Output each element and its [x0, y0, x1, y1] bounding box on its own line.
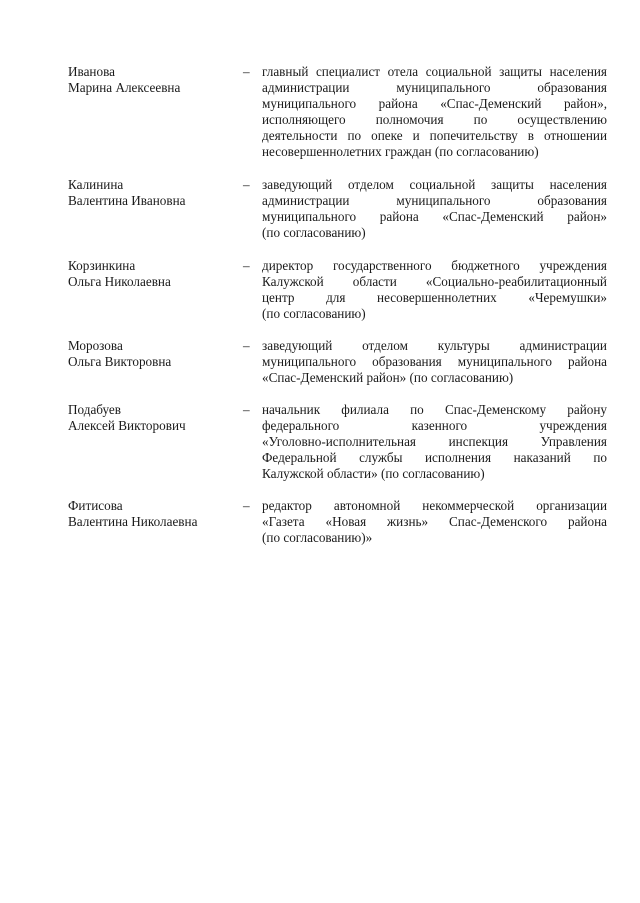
- position-line: начальник филиала по Спас-Деменскому району: [262, 402, 607, 417]
- position-line: исполняющего полномочия по осуществлению: [262, 112, 607, 127]
- member-surname: Калинина: [68, 177, 124, 192]
- member-position: [262, 338, 607, 386]
- member-surname: Подабуев: [68, 402, 122, 417]
- position-line: несовершеннолетних граждан (по согласованию): [262, 144, 539, 159]
- position-line: (по согласованию): [262, 306, 366, 321]
- position-line: (по согласованию)»: [262, 530, 373, 545]
- member-name: [68, 498, 238, 530]
- position-line: Федеральной службы исполнения наказаний по: [262, 450, 607, 465]
- position-line: «Спас-Деменский район» (по согласованию): [262, 370, 514, 385]
- position-line: «Уголовно-исполнительная инспекция Управления: [262, 434, 607, 449]
- member-surname: Морозова: [68, 338, 123, 353]
- position-line: муниципального района «Спас-Деменский район»,: [262, 96, 607, 111]
- member-surname: Иванова: [68, 64, 115, 79]
- member-name: [68, 177, 238, 209]
- member-given-names: Валентина Николаевна: [68, 514, 198, 529]
- position-line: муниципального района «Спас-Деменский район»: [262, 209, 607, 224]
- member-position: [262, 498, 607, 546]
- separator-dash: –: [243, 177, 250, 192]
- position-line: деятельности по опеке и попечительству в отношении: [262, 128, 607, 143]
- position-line: главный специалист отела социальной защиты населения: [262, 64, 607, 79]
- separator-dash: –: [243, 258, 250, 273]
- member-given-names: Марина Алексеевна: [68, 80, 181, 95]
- position-line: «Газета «Новая жизнь» Спас-Деменского района: [262, 514, 607, 529]
- position-line: заведующий отделом социальной защиты населения: [262, 177, 607, 192]
- position-line: администрации муниципального образования: [262, 80, 607, 95]
- member-name: [68, 64, 238, 96]
- member-given-names: Валентина Ивановна: [68, 193, 186, 208]
- separator-dash: –: [243, 338, 250, 353]
- position-line: федерального казенного учреждения: [262, 418, 607, 433]
- position-line: муниципального образования муниципального района: [262, 354, 607, 369]
- separator-dash: –: [243, 402, 250, 417]
- member-name: [68, 338, 238, 370]
- member-name: [68, 258, 238, 290]
- member-surname: Фитисова: [68, 498, 123, 513]
- member-given-names: Алексей Викторович: [68, 418, 186, 433]
- position-line: (по согласованию): [262, 225, 366, 240]
- member-given-names: Ольга Викторовна: [68, 354, 172, 369]
- position-line: Калужской области «Социально-реабилитационный: [262, 274, 607, 289]
- position-line: центр для несовершеннолетних «Черемушки»: [262, 290, 607, 305]
- member-position: [262, 177, 607, 241]
- member-name: [68, 402, 238, 434]
- member-given-names: Ольга Николаевна: [68, 274, 171, 289]
- position-line: заведующий отделом культуры администрации: [262, 338, 607, 353]
- member-position: [262, 258, 607, 322]
- separator-dash: –: [243, 64, 250, 79]
- position-line: директор государственного бюджетного учреждения: [262, 258, 607, 273]
- position-line: редактор автономной некоммерческой организации: [262, 498, 607, 513]
- member-position: [262, 64, 607, 160]
- position-line: администрации муниципального образования: [262, 193, 607, 208]
- member-surname: Корзинкина: [68, 258, 136, 273]
- position-line: Калужской области» (по согласованию): [262, 466, 485, 481]
- separator-dash: –: [243, 498, 250, 513]
- member-position: [262, 402, 607, 482]
